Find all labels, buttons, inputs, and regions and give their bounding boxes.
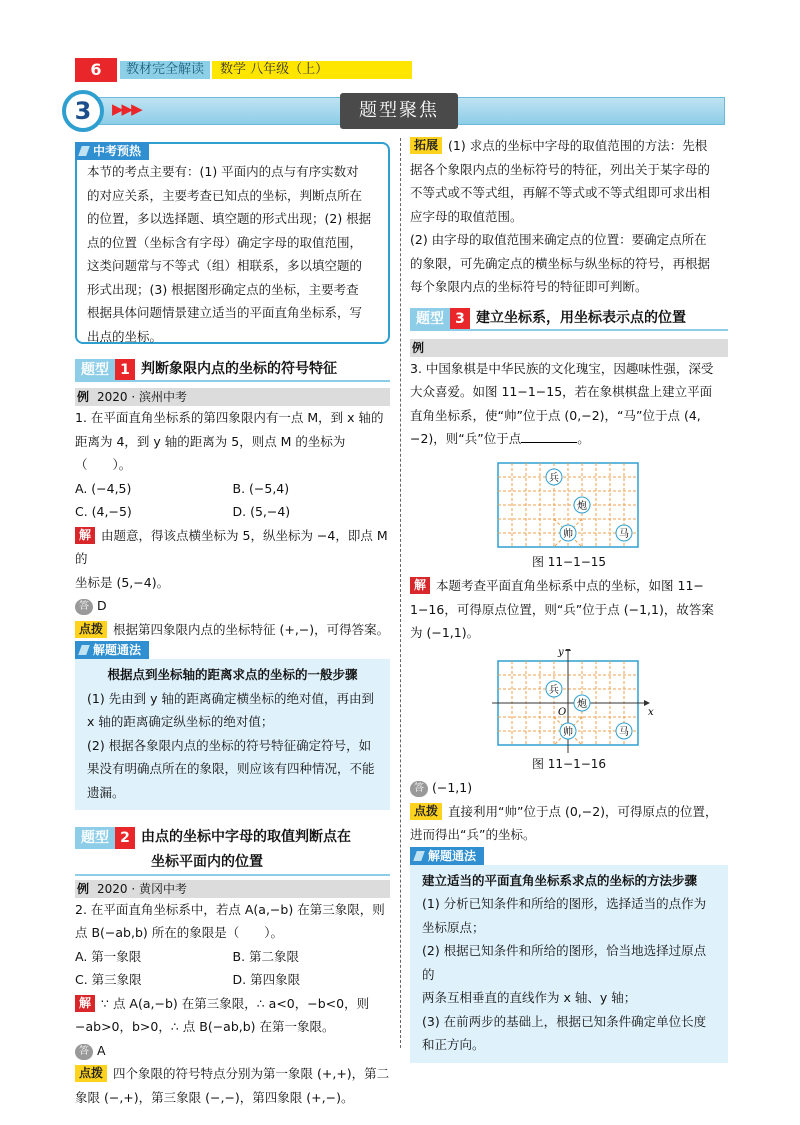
method-line: 两条互相垂直的直线作为 x 轴、y 轴； (422, 990, 637, 1005)
answer (410, 776, 728, 800)
answer-blank (521, 429, 577, 443)
example-source: 2020 · 滨州中考 (97, 390, 187, 404)
type-label: 题型 (75, 827, 115, 849)
options (75, 945, 390, 992)
tip-text: 四个象限的符号特点分别为第一象限 (+,+)，第二 (113, 1066, 390, 1081)
extension-line: 的象限，可先确定点的横坐标与纵坐标的符号，再根据 (410, 255, 711, 271)
solution (410, 574, 728, 598)
tip-tag: 点拨 (75, 621, 107, 638)
method-label: 解题通法 (410, 847, 484, 865)
method-box (410, 848, 728, 1063)
arrow-icon: ▶▶▶ (112, 100, 141, 118)
option: C. (4,−5) (75, 504, 132, 519)
subject-title: 数学 八年级（上） (212, 61, 412, 79)
extension-line: 应字母的取值范围。 (410, 208, 523, 224)
figure-caption: 图 11−1−15 (531, 554, 607, 569)
piece-pao (574, 695, 590, 711)
question-line: 直角坐标系，使“帅”位于点 (0,−2)，“马”位于点 (4, (410, 407, 701, 423)
method-line: 遗漏。 (87, 784, 125, 800)
example-label: 例 (77, 390, 90, 404)
method-line: x 轴的距离确定纵坐标的绝对值； (87, 714, 274, 729)
svg-text:炮: 炮 (577, 500, 587, 512)
exam-line: 形式出现；(3) 根据图形确定点的坐标，主要考查 (87, 281, 359, 297)
answer (75, 1039, 390, 1063)
type-number: 1 (115, 359, 135, 381)
question-line: 大众喜爱。如图 11−1−15，若在象棋棋盘上建立平面 (410, 384, 713, 399)
piece-ma (616, 723, 632, 739)
piece-shuai (560, 723, 576, 739)
option: D. (5,−4) (232, 504, 291, 519)
question-line: 1. 在平面直角坐标系的第四象限内有一点 M，到 x 轴的 (75, 410, 384, 425)
type3-title (410, 307, 728, 329)
svg-text:帅: 帅 (563, 726, 573, 738)
method-line: 坐标原点； (422, 919, 485, 935)
exam-line: 点的位置（坐标含有字母）确定字母的取值范围， (87, 234, 363, 250)
exam-line: 本节的考点主要有：(1) 平面内的点与有序实数对 (87, 164, 359, 179)
type1-title (75, 358, 390, 380)
exam-preview-box (75, 142, 390, 344)
page-number: 6 (75, 58, 117, 82)
example-bar (75, 388, 390, 406)
method-line: (1) 先由到 y 轴的距离确定横坐标的绝对值，再由到 (87, 690, 375, 706)
option: B. (−5,4) (232, 480, 290, 496)
tip (75, 618, 390, 642)
exam-line: 的位置，多以选择题、填空题的形式出现；(2) 根据 (87, 211, 372, 226)
type-number: 2 (115, 827, 135, 849)
example-source: 2020 · 黄冈中考 (97, 881, 187, 896)
tip-text: 象限 (−,+)，第三象限 (−,−)，第四象限 (+,−)。 (75, 1089, 354, 1105)
option: C. 第三象限 (75, 972, 142, 987)
question-line: −2)，则“兵”位于点 。 (410, 431, 590, 446)
method-line: (1) 分析已知条件和所给的图形，选择适当的点作为 (422, 896, 707, 911)
left-column (75, 142, 390, 1109)
example-bar (410, 339, 728, 357)
y-axis-label: y (558, 648, 564, 658)
solution-tag: 解 (410, 577, 430, 594)
type-label: 题型 (410, 308, 450, 330)
answer-value: (−1,1) (432, 780, 473, 795)
question-line: 3. 中国象棋是中华民族的文化瑰宝，因趣味性强，深受 (410, 360, 714, 376)
exam-line: 根据具体问题情景建立适当的平面直角坐标系，写 (87, 305, 363, 320)
extension-line: 不等式或不等式组，再解不等式或不等式组即可求出相 (410, 185, 711, 200)
solution (75, 524, 390, 571)
piece-bing (546, 469, 562, 485)
origin-label: O (558, 706, 567, 718)
solution (75, 992, 390, 1016)
extension-line: 据各个象限内点的坐标符号的特征，列出关于某字母的 (410, 161, 711, 177)
answer (75, 594, 390, 618)
method-heading: 根据点到坐标轴的距离求点的坐标的一般步骤 (107, 667, 358, 682)
solution-tag: 解 (75, 527, 95, 544)
answer-value: D (97, 598, 107, 613)
chessboard-figure-2 (410, 649, 728, 753)
tip-text: 直接利用“帅”位于点 (0,−2)，可得原点的位置， (448, 803, 718, 819)
exam-line: 的对应关系，主要考查已知点的坐标，判断点所在 (87, 187, 363, 203)
tip-text: 根据第四象限内点的坐标特征 (+,−)，可得答案。 (113, 621, 390, 637)
answer-value: A (97, 1042, 106, 1058)
svg-text:帅: 帅 (563, 528, 573, 540)
solution-line: 1−16，可得原点位置，则“兵”位于点 (−1,1)，故答案 (410, 601, 714, 617)
svg-text:兵: 兵 (549, 472, 559, 484)
answer-tag: 答 (75, 599, 93, 615)
svg-text:兵: 兵 (549, 684, 559, 696)
option: A. 第一象限 (75, 948, 142, 964)
tip-text: 进而得出“兵”的坐标。 (410, 827, 536, 842)
option: A. (−4,5) (75, 480, 132, 496)
type2-title (75, 826, 390, 874)
x-axis-label: x (648, 706, 654, 718)
section-number: 3 (62, 90, 104, 132)
type-number: 3 (450, 308, 470, 330)
type-heading: 建立坐标系，用坐标表示点的位置 (476, 309, 686, 326)
column-divider (400, 138, 401, 1048)
type-heading-cont: 坐标平面内的位置 (151, 853, 263, 870)
option: D. 第四象限 (232, 972, 301, 987)
solution-line: −ab>0，b>0，∴ 点 B(−ab,b) 在第一象限。 (75, 1019, 335, 1034)
type-heading: 由点的坐标中字母的取值判断点在 (141, 829, 351, 845)
tip-tag: 点拨 (410, 803, 442, 820)
extension-tag: 拓展 (410, 137, 442, 154)
exam-preview-label: 中考预热 (75, 142, 149, 160)
question-line: 2. 在平面直角坐标系中，若点 A(a,−b) 在第三象限，则 (75, 901, 385, 917)
method-line: (2) 根据已知条件和所给的图形，恰当地选择过原点的 (422, 943, 707, 982)
method-line: (3) 在前两步的基础上，根据已知条件确定单位长度 (422, 1013, 707, 1029)
method-line: 果没有明确点所在的象限，则应该有四种情况，不能 (87, 761, 375, 776)
solution-line: ∵ 点 A(a,−b) 在第三象限，∴ a<0，−b<0，则 (101, 995, 370, 1011)
solution-line: 由题意，得该点横坐标为 5，纵坐标为 −4，即点 M 的 (75, 527, 388, 566)
section-title: 题型聚焦 (340, 93, 458, 129)
answer-tag: 答 (75, 1044, 93, 1060)
example-bar (75, 880, 390, 898)
solution-line: 本题考查平面直角坐标系中点的坐标，如图 11− (436, 578, 704, 593)
piece-shuai (560, 525, 576, 541)
type-label: 题型 (75, 359, 115, 381)
method-heading: 建立适当的平面直角坐标系求点的坐标的方法步骤 (422, 872, 698, 888)
example-label: 例 (412, 340, 425, 355)
solution-tag: 解 (75, 995, 95, 1012)
exam-line: 出点的坐标。 (87, 328, 163, 344)
tip (410, 800, 728, 824)
piece-pao (574, 497, 590, 513)
answer-tag: 答 (410, 781, 428, 797)
example-label: 例 (77, 881, 90, 896)
method-line: (2) 根据各象限内点的坐标的符号特征确定符号，如 (87, 737, 372, 753)
svg-text:马: 马 (619, 726, 629, 738)
chessboard-figure-1 (410, 457, 728, 551)
solution-line: 坐标是 (5,−4)。 (75, 574, 170, 590)
solution-line: 为 (−1,1)。 (410, 625, 480, 640)
tip-tag: 点拨 (75, 1065, 107, 1082)
method-line: 和正方向。 (422, 1037, 485, 1052)
figure-caption: 图 11−1−16 (531, 756, 607, 771)
extension-line: (2) 由字母的取值范围来确定点的位置：要确定点所在 (410, 232, 707, 247)
options (75, 477, 390, 524)
extension-line: (1) 求点的坐标中字母的取值范围的方法：先根 (448, 138, 708, 153)
book-title: 教材完全解读 (120, 61, 210, 79)
piece-bing (546, 681, 562, 697)
method-label: 解题通法 (75, 641, 149, 659)
tip (75, 1062, 390, 1086)
svg-text:炮: 炮 (577, 698, 587, 710)
piece-ma (616, 525, 632, 541)
extension-line: 每个象限内点的坐标符号的特征即可判断。 (410, 279, 648, 294)
svg-text:马: 马 (619, 528, 629, 540)
question-line: 点 B(−ab,b) 所在的象限是（ ）。 (75, 925, 284, 940)
extension (410, 134, 728, 158)
method-box (75, 643, 390, 810)
right-column (410, 134, 728, 1063)
page-header (75, 58, 725, 82)
option: B. 第二象限 (232, 948, 300, 964)
question-line: 距离为 4，到 y 轴的距离为 5，则点 M 的坐标为（ ）。 (75, 433, 346, 472)
exam-line: 这类问题常与不等式（组）相联系，多以填空题的 (87, 258, 363, 273)
question-text: −2)，则“兵”位于点 (410, 431, 522, 446)
type-heading: 判断象限内点的坐标的符号特征 (141, 361, 337, 377)
